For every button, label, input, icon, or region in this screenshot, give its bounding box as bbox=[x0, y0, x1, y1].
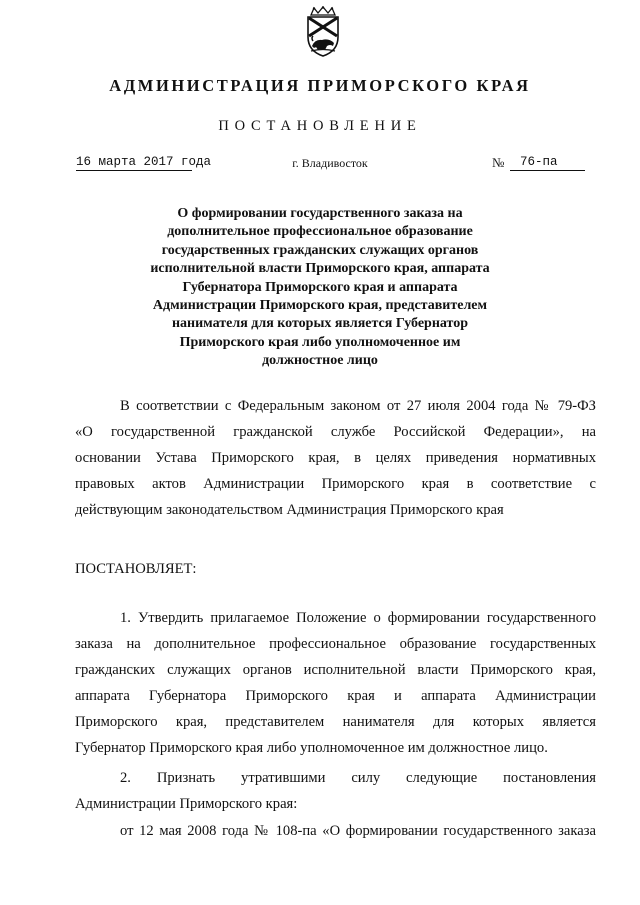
paragraph-line: Приморского края, представителем нанимателя для которых является bbox=[75, 714, 596, 730]
paragraph-line: гражданских служащих органов исполнительной власти Приморского края, bbox=[75, 662, 596, 678]
title-line: исполнительной власти Приморского края, аппарата bbox=[150, 261, 490, 277]
document-date: 16 марта 2017 года bbox=[76, 155, 212, 169]
paragraph-line: «О государственной гражданской службе Российской Федерации», на bbox=[75, 424, 596, 440]
paragraph-line: основании Устава Приморского края, в целях приведения нормативных bbox=[75, 450, 596, 466]
document-city: г. Владивосток bbox=[292, 156, 368, 170]
paragraph-line: 1. Утвердить прилагаемое Положение о формировании государственного bbox=[120, 610, 596, 626]
item-2-subitem bbox=[75, 818, 596, 844]
paragraph-line: Губернатор Приморского края либо уполномоченное им должностное лицо. bbox=[75, 740, 548, 756]
document-number-label: № bbox=[492, 155, 505, 170]
paragraph-line: 2. Признать утратившими силу следующие постановления bbox=[120, 770, 596, 786]
organization-name: АДМИНИСТРАЦИЯ ПРИМОРСКОГО КРАЯ bbox=[109, 76, 531, 95]
paragraph-line: Администрации Приморского края: bbox=[75, 796, 298, 812]
decree-heading bbox=[75, 556, 596, 582]
preamble-paragraph bbox=[75, 393, 596, 523]
paragraph-line: аппарата Губернатора Приморского края и аппарата Администрации bbox=[75, 688, 596, 704]
document-title bbox=[120, 205, 520, 371]
document-number: 76-па bbox=[510, 154, 585, 171]
decree-word: ПОСТАНОВЛЯЕТ: bbox=[75, 561, 197, 577]
title-line: Губернатора Приморского края и аппарата bbox=[182, 279, 458, 295]
paragraph-line: действующим законодательством Администрация Приморского края bbox=[75, 502, 504, 518]
paragraph-line: В соответствии с Федеральным законом от 27 июля 2004 года № 79-ФЗ bbox=[120, 398, 596, 414]
title-line: Приморского края либо уполномоченное им bbox=[179, 334, 461, 350]
paragraph-line: заказа на дополнительное профессиональное образование государственных bbox=[75, 636, 596, 652]
title-line: нанимателя для которых является Губернатор bbox=[171, 316, 469, 332]
document-type: ПОСТАНОВЛЕНИЕ bbox=[218, 118, 422, 134]
paragraph-line: правовых актов Администрации Приморского края в соответствие с bbox=[75, 476, 596, 492]
title-line: дополнительное профессиональное образование bbox=[167, 224, 473, 240]
coat-of-arms-emblem bbox=[303, 6, 343, 58]
item-2-paragraph bbox=[75, 765, 596, 817]
title-line: О формировании государственного заказа на bbox=[177, 206, 463, 221]
item-1-paragraph bbox=[75, 605, 596, 761]
title-line: государственных гражданских служащих органов bbox=[161, 242, 479, 258]
paragraph-line: от 12 мая 2008 года № 108-па «О формировании государственного заказа bbox=[120, 823, 596, 839]
title-line: должностное лицо bbox=[262, 353, 378, 369]
title-line: Администрации Приморского края, представителем bbox=[152, 298, 488, 314]
